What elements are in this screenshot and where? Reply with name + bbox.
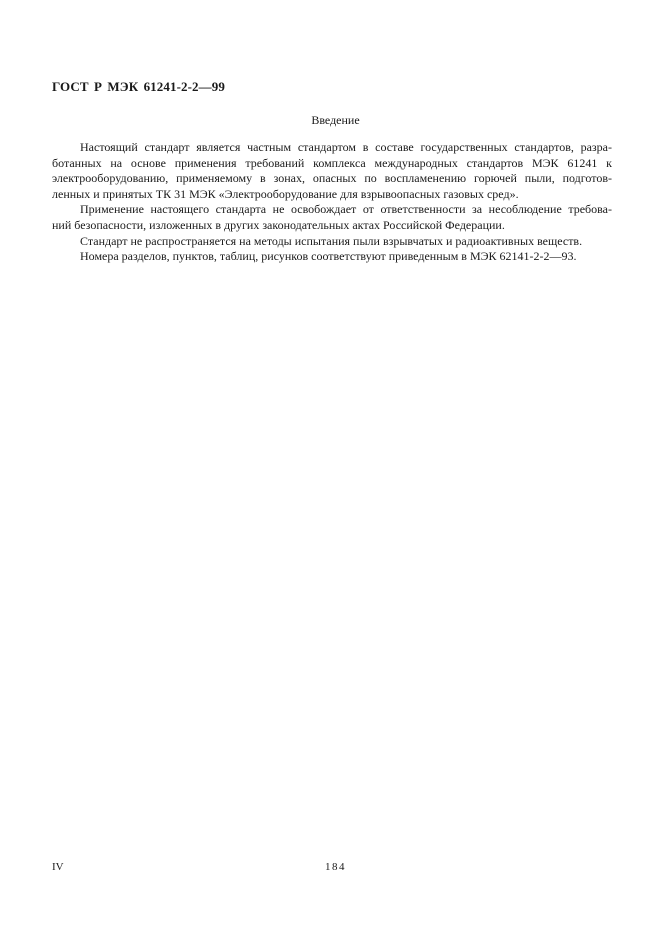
paragraph-line: ботанных на основе применения требований комплекса международных стандартов МЭК 61241 к bbox=[52, 155, 612, 170]
paragraph-4 bbox=[52, 249, 612, 265]
footer-roman-page: IV bbox=[52, 861, 64, 873]
paragraph-2 bbox=[52, 202, 612, 233]
paragraph-line: ний безопасности, изложенных в других законодательных актах Российской Федерации. bbox=[52, 217, 505, 232]
paragraph-line: Настоящий стандарт является частным стандартом в составе государственных стандартов, разра- bbox=[80, 140, 612, 154]
paragraph-3 bbox=[52, 234, 612, 250]
document-header-standard-id: ГОСТ Р МЭК 61241-2-2—99 bbox=[52, 79, 225, 94]
paragraph-line: ленных и принятых ТК 31 МЭК «Электрооборудование для взрывоопасных газовых сред». bbox=[52, 186, 519, 201]
paragraph-line: электрооборудованию, применяемому в зонах, опасных по воспламенению горючей пыли, подготов- bbox=[52, 171, 612, 186]
document-body bbox=[52, 140, 612, 265]
paragraph-line: Применение настоящего стандарта не освобождает от ответственности за несоблюдение требова- bbox=[80, 202, 612, 217]
footer-page-number: 184 bbox=[325, 861, 346, 873]
paragraph-line: Стандарт не распространяется на методы испытания пыли взрывчатых и радиоактивных веществ. bbox=[80, 233, 583, 248]
section-title: Введение bbox=[311, 113, 360, 127]
paragraph-line: Номера разделов, пунктов, таблиц, рисунков соответствуют приведенным в МЭК 62141-2-2—93. bbox=[80, 249, 577, 264]
paragraph-1 bbox=[52, 140, 612, 202]
